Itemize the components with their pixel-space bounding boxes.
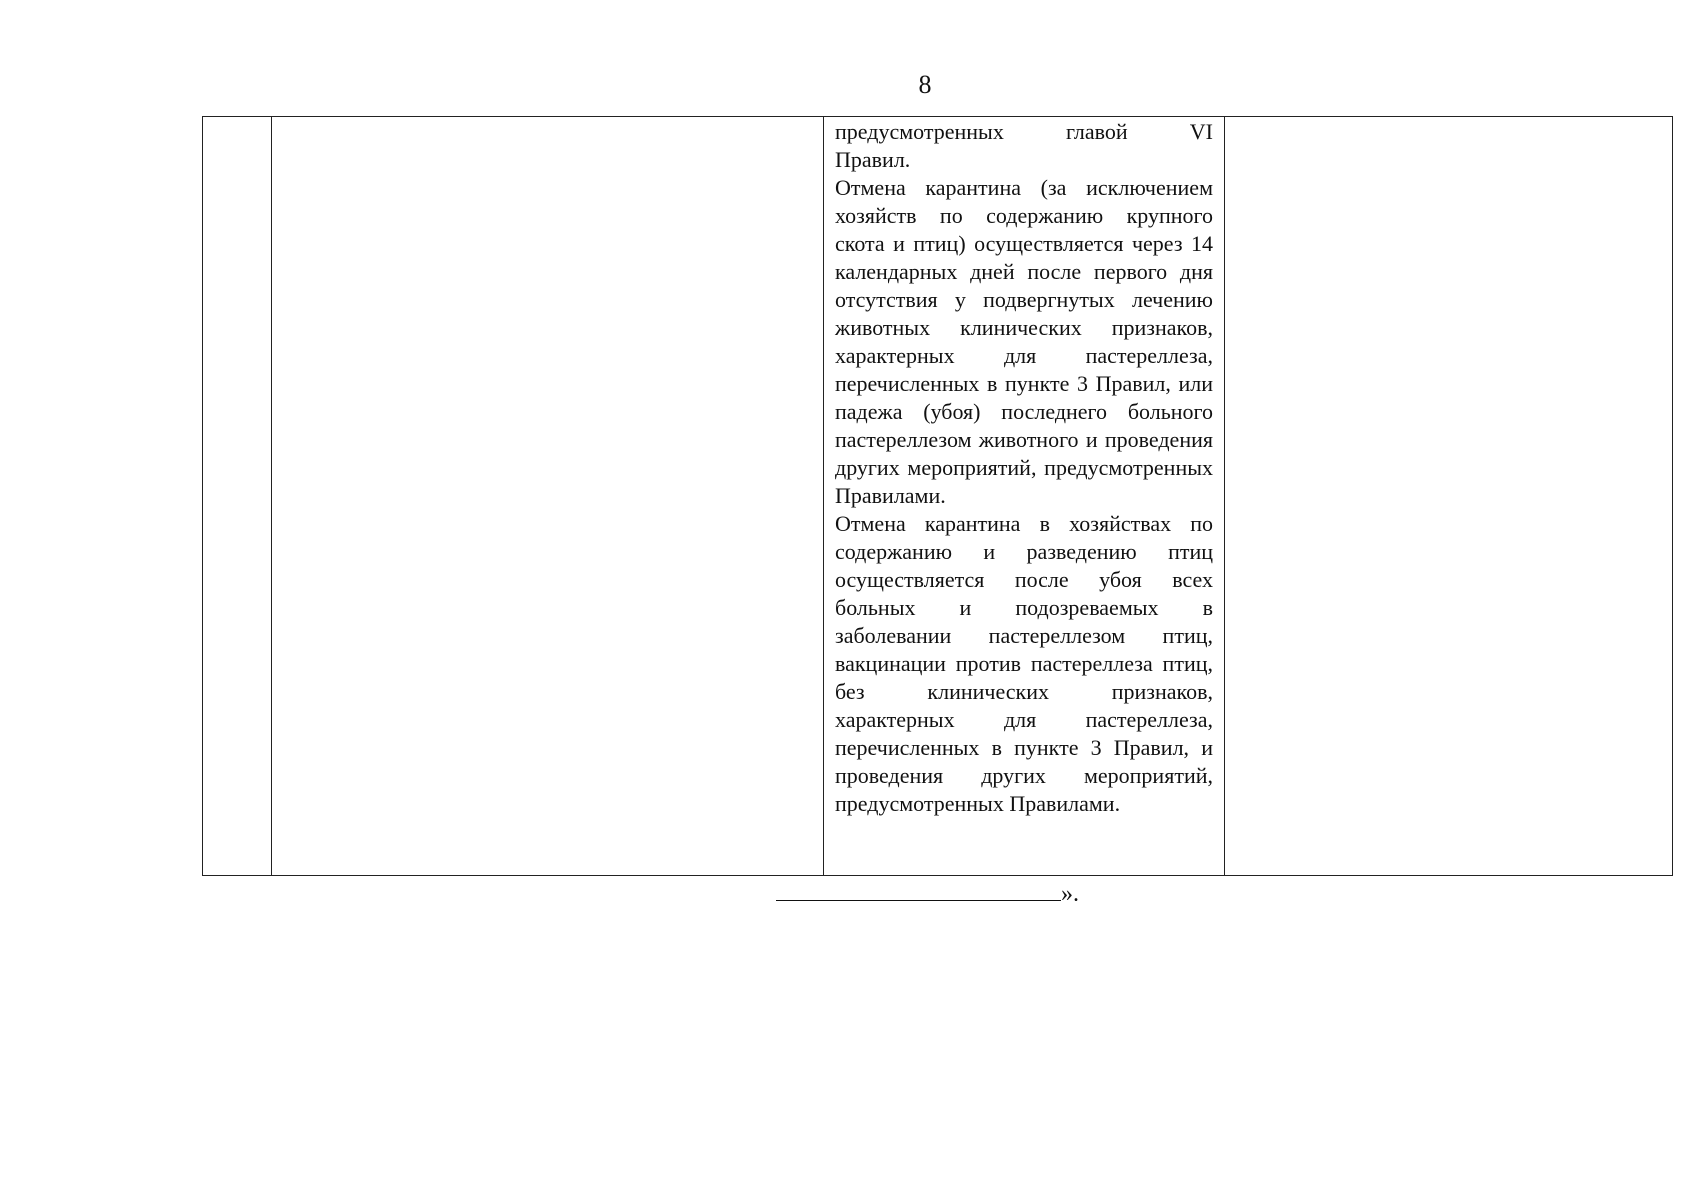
table-cell-notes	[1225, 117, 1673, 876]
table-row	[203, 117, 1673, 876]
table-cell-number	[203, 117, 272, 876]
paragraph-rules-word: Правил.	[835, 147, 911, 172]
page-number: 8	[918, 70, 932, 99]
regulation-table	[202, 116, 1673, 876]
table-cell-measure	[272, 117, 824, 876]
conditions-text	[824, 117, 1224, 818]
table-cell-conditions	[824, 117, 1225, 876]
closing-line	[776, 876, 1079, 909]
paragraph-quarantine-poultry: Отмена карантина в хозяйствах по содержанию и разведению птиц осуществляется после убоя всех больных и подозреваемых в заболевании пастереллезом птиц, вакцинации против пастереллеза птиц, без клинических признаков, характерных для пастереллеза, перечисленных в пункте 3 Правил, и проведения других мероприятий, предусмотренных Правилами.	[835, 511, 1213, 816]
closing-quote: ».	[1061, 881, 1079, 907]
paragraph-quarantine-general: Отмена карантина (за исключением хозяйств по содержанию крупного скота и птиц) осуществляется через 14 календарных дней после первого дня отсутствия у подвергнутых лечению животных клинических признаков, характерных для пастереллеза, перечисленных в пункте 3 Правил, или падежа (убоя) последнего больного пастереллезом животного и проведения других мероприятий, предусмотренных Правилами.	[835, 175, 1213, 508]
paragraph-chapter-reference: предусмотренных главой VI	[835, 119, 1213, 144]
closing-underline	[776, 876, 1061, 901]
